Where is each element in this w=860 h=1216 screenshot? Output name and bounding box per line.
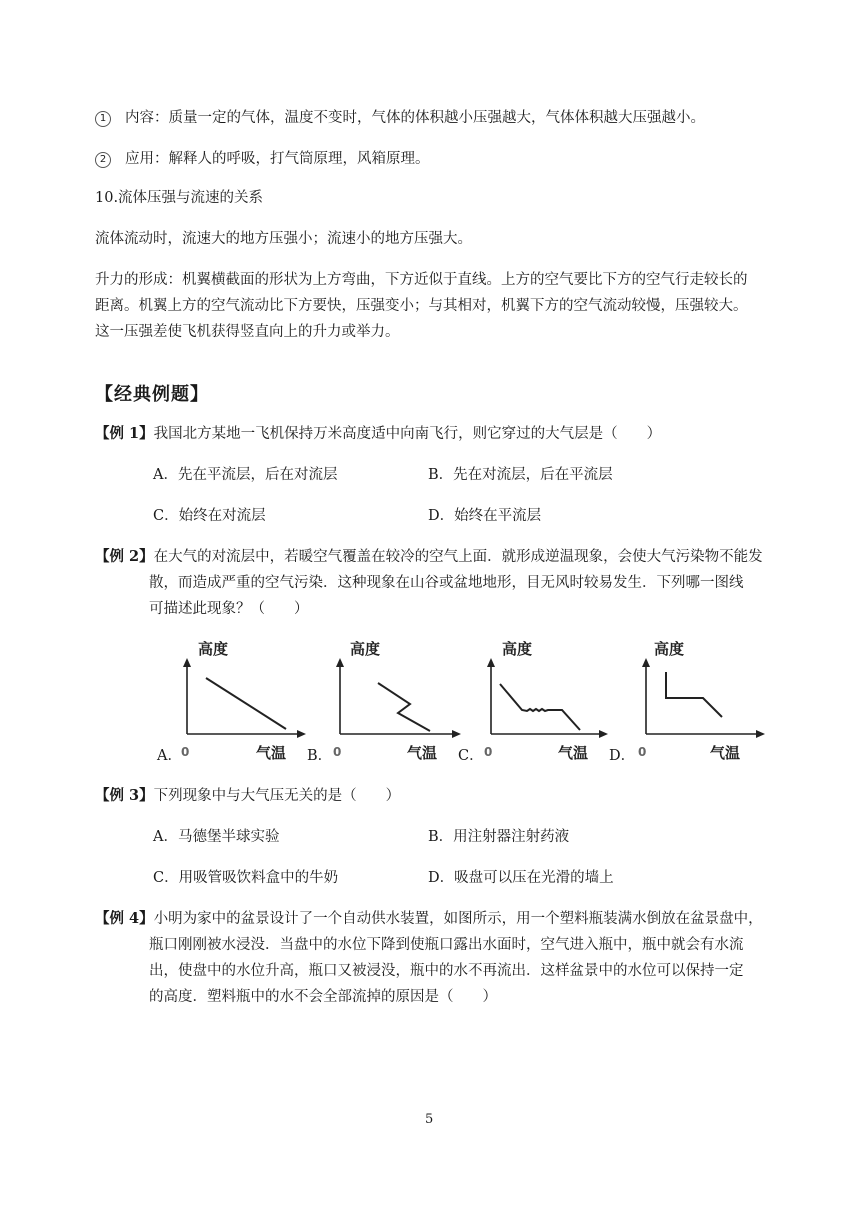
example-4-line-1	[95, 909, 763, 929]
example-3-question	[95, 786, 400, 806]
example-3-text: 下列现象中与大气压无关的是（ ）	[153, 788, 401, 804]
example-1-text: 我国北方某地一飞机保持万米高度适中向南飞行，则它穿过的大气层是（ ）	[153, 426, 662, 442]
graph-a-origin: 0	[181, 745, 190, 759]
graph-a-xlabel: 气温	[256, 744, 287, 762]
example-4-text-1: 小明为家中的盆景设计了一个自动供水装置，如图所示，用一个塑料瓶装满水倒放在盆景盘中，	[153, 911, 763, 927]
example-3-option-d: D．吸盘可以压在光滑的墙上	[428, 870, 614, 886]
graph-b-plot	[320, 636, 480, 766]
graph-c-line	[500, 684, 580, 730]
example-1-option-b: B．先在对流层，后在平流层	[428, 467, 613, 483]
example-2-line-3: 可描述此现象？（ ）	[149, 601, 309, 617]
graph-d-xlabel: 气温	[710, 744, 741, 762]
page-number: 5	[425, 1112, 434, 1127]
example-2-line-1	[95, 547, 763, 567]
item-text-content: 内容：质量一定的气体，温度不变时，气体的体积越小压强越大，气体体积越大压强越小。	[125, 110, 705, 126]
list-item-content	[95, 108, 705, 128]
graph-d-ylabel: 高度	[654, 640, 685, 658]
graph-option-b: B．	[307, 748, 333, 764]
graph-c-plot	[472, 636, 632, 766]
section-paragraph-1: 流体流动时，流速大的地方压强小；流速小的地方压强大。	[95, 231, 472, 247]
example-2-text-1: 在大气的对流层中，若暖空气覆盖在较冷的空气上面．就形成逆温现象，会使大气污染物不能发	[153, 549, 763, 565]
graph-a-line	[206, 678, 286, 729]
example-3-option-a: A．马德堡半球实验	[153, 829, 280, 845]
example-4-line-3: 出，使盘中的水位升高，瓶口又被浸没，瓶中的水不再流出．这样盆景中的水位可以保持一定	[149, 963, 744, 979]
example-3-option-b: B．用注射器注射药液	[428, 829, 570, 845]
graph-option-a: A．	[157, 748, 182, 764]
graph-c	[472, 636, 632, 766]
graph-d-plot	[624, 636, 784, 766]
example-3-label: 【例 3】	[95, 787, 154, 804]
section-paragraph-2-line-2: 距离。机翼上方的空气流动比下方要快，压强变小；与其相对，机翼下方的空气流动较慢，压强较大。	[95, 298, 748, 314]
section-paragraph-2-line-3: 这一压强差使飞机获得竖直向上的升力或举力。	[95, 324, 400, 340]
graph-a-ylabel: 高度	[198, 640, 229, 658]
item-text-application: 应用：解释人的呼吸，打气筒原理，风箱原理。	[125, 151, 430, 167]
item-number-2: 2	[95, 152, 111, 168]
examples-heading: 【经典例题】	[95, 384, 209, 405]
example-4-label: 【例 4】	[95, 910, 154, 927]
graph-a-plot	[170, 636, 333, 766]
graph-c-xlabel: 气温	[558, 744, 589, 762]
graph-c-origin: 0	[484, 745, 493, 759]
list-item-application	[95, 149, 430, 169]
graph-b-line	[378, 683, 430, 731]
section-paragraph-2-line-1: 升力的形成：机翼横截面的形状为上方弯曲，下方近似于直线。上方的空气要比下方的空气行走较长的	[95, 272, 748, 288]
graph-b-origin: 0	[333, 745, 342, 759]
graph-d	[624, 636, 784, 766]
graph-c-ylabel: 高度	[502, 640, 533, 658]
example-3-option-c: C．用吸管吸饮料盒中的牛奶	[153, 870, 339, 886]
item-number-1: 1	[95, 111, 111, 127]
section-title: 10.流体压强与流速的关系	[95, 190, 264, 206]
graph-b-ylabel: 高度	[350, 640, 381, 658]
example-1-option-a: A．先在平流层，后在对流层	[153, 467, 338, 483]
graph-b-xlabel: 气温	[407, 744, 438, 762]
example-4-line-4: 的高度．塑料瓶中的水不会全部流掉的原因是（ ）	[149, 989, 497, 1005]
example-1-question	[95, 424, 661, 444]
graph-a	[170, 636, 333, 766]
example-1-option-c: C．始终在对流层	[153, 508, 266, 524]
example-2-line-2: 散，而造成严重的空气污染．这种现象在山谷或盆地地形，目无风时较易发生．下列哪一图线	[149, 575, 744, 591]
example-4-line-2: 瓶口刚刚被水浸没．当盘中的水位下降到使瓶口露出水面时，空气进入瓶中，瓶中就会有水流	[149, 937, 744, 953]
example-2-label: 【例 2】	[95, 548, 154, 565]
graph-option-d: D．	[609, 748, 636, 764]
graph-d-origin: 0	[638, 745, 647, 759]
example-1-option-d: D．始终在平流层	[428, 508, 542, 524]
graph-b	[320, 636, 480, 766]
graph-d-line	[666, 672, 722, 717]
graph-option-c: C．	[458, 748, 484, 764]
example-1-label: 【例 1】	[95, 425, 154, 442]
